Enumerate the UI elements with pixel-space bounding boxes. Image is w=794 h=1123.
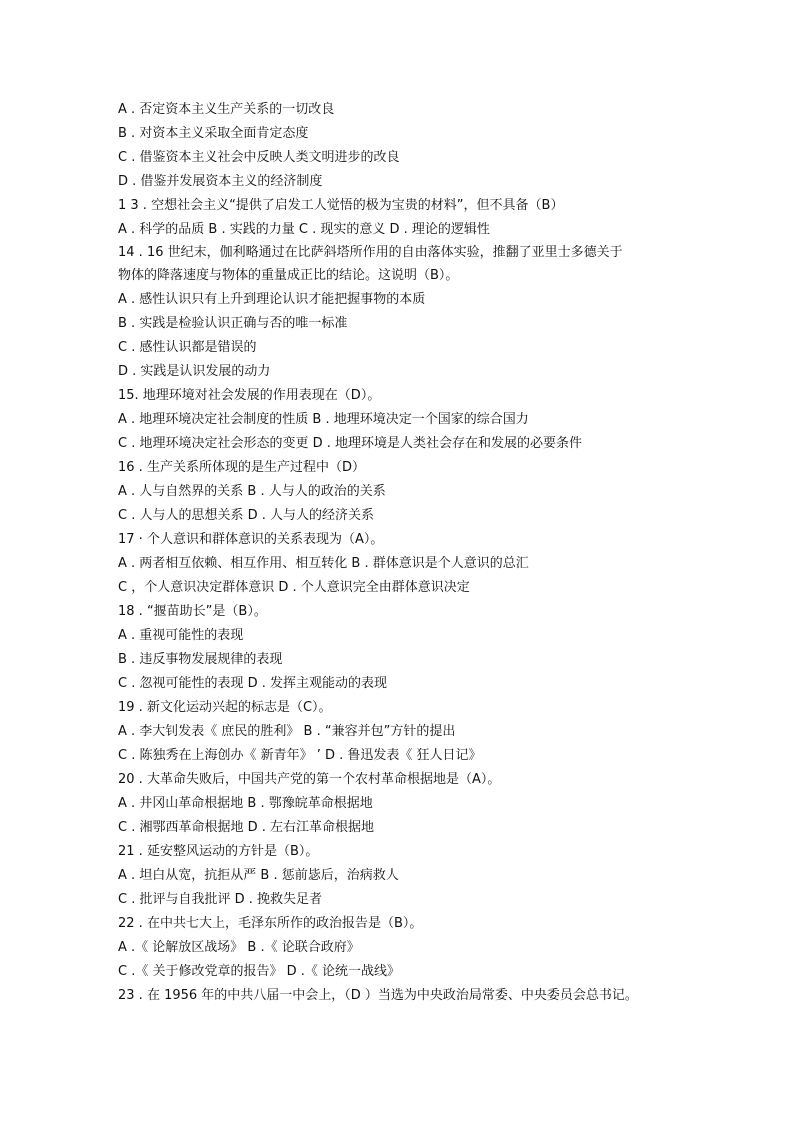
text-line: C . 地理环境决定社会形态的变更 D . 地理环境是人类社会存在和发展的必要条件 — [118, 436, 583, 451]
question-19: 19 . 新文化运动兴起的标志是（C）。 — [118, 700, 332, 715]
text-line: A . 两者相互依赖、相互作用、相互转化 B . 群体意识是个人意识的总汇 — [118, 556, 529, 571]
text-line: B . 实践是检验认识正确与否的唯一标准 — [118, 316, 348, 331]
text-line: A . 否定资本主义生产关系的一切改良 — [118, 102, 335, 117]
text-line: C ，个人意识决定群体意识 D . 个人意识完全由群体意识决定 — [118, 580, 470, 595]
text-line: B . 违反事物发展规律的表现 — [118, 652, 283, 667]
text-line: C . 批评与自我批评 D . 挽救失足者 — [118, 892, 323, 907]
question-23: 23 . 在 1956 年的中共八届一中会上，（D ）当选为中央政治局常委、中央委员会总书记。 — [118, 988, 638, 1003]
text-line: C . 人与人的思想关系 D . 人与人的经济关系 — [118, 508, 375, 523]
text-line: C . 湘鄂西革命根据地 D . 左右江革命根据地 — [118, 820, 375, 835]
question-18: 18 . “揠苗助长”是（B）。 — [118, 604, 267, 619]
text-line: A . 科学的品质 B . 实践的力量 C . 现实的意义 D . 理论的逻辑性 — [118, 222, 490, 237]
question-20: 20 . 大革命失败后，中国共产党的第一个农村革命根据地是（A）。 — [118, 772, 501, 787]
text-line: C . 陈独秀在上海创办《 新青年》 ’ D . 鲁迅发表《 狂人日记》 — [118, 748, 482, 763]
question-15: 15. 地理环境对社会发展的作用表现在（D）。 — [118, 388, 381, 403]
document-body — [118, 98, 758, 1008]
question-21: 21 . 延安整风运动的方针是（B）。 — [118, 844, 319, 859]
text-line: C . 借鉴资本主义社会中反映人类文明进步的改良 — [118, 150, 400, 165]
text-line: D . 借鉴并发展资本主义的经济制度 — [118, 174, 323, 189]
text-line: 物体的降落速度与物体的重量成正比的结论。这说明（B）。 — [118, 268, 459, 283]
question-13: 1 3 . 空想社会主义“提供了启发工人觉悟的极为宝贵的材料”，但不具备（B） — [118, 198, 564, 213]
question-16: 16 . 生产关系所体现的是生产过程中（D） — [118, 460, 365, 475]
text-line: A . 人与自然界的关系 B . 人与人的政治的关系 — [118, 484, 386, 499]
text-line: A . 地理环境决定社会制度的性质 B . 地理环境决定一个国家的综合国力 — [118, 412, 529, 427]
text-line: D . 实践是认识发展的动力 — [118, 364, 271, 379]
text-line: A . 坦白从宽，抗拒从严 B . 惩前毖后，治病救人 — [118, 868, 399, 883]
question-22: 22 . 在中共七大上，毛泽东所作的政治报告是（B）。 — [118, 916, 423, 931]
text-line: B . 对资本主义采取全面肯定态度 — [118, 126, 309, 141]
text-line: C .《 关于修改党章的报告》 D .《 论统一战线》 — [118, 964, 401, 979]
text-line: A . 李大钊发表《 庶民的胜利》 B . “兼容并包”方针的提出 — [118, 724, 456, 739]
text-line: A . 感性认识只有上升到理论认识才能把握事物的本质 — [118, 292, 426, 307]
text-line: C . 感性认识都是错误的 — [118, 340, 257, 355]
text-line: A . 井冈山革命根据地 B . 鄂豫皖革命根据地 — [118, 796, 373, 811]
text-line: A . 重视可能性的表现 — [118, 628, 244, 643]
question-17: 17 · 个人意识和群体意识的关系表现为（A）。 — [118, 532, 384, 547]
text-line: C . 忽视可能性的表现 D . 发挥主观能动的表现 — [118, 676, 388, 691]
text-line: A .《 论解放区战场》 B .《 论联合政府》 — [118, 940, 360, 955]
question-14: 14 . 16 世纪末，伽利略通过在比萨斜塔所作用的自由落体实验，推翻了亚里士多德关于 — [118, 245, 623, 260]
